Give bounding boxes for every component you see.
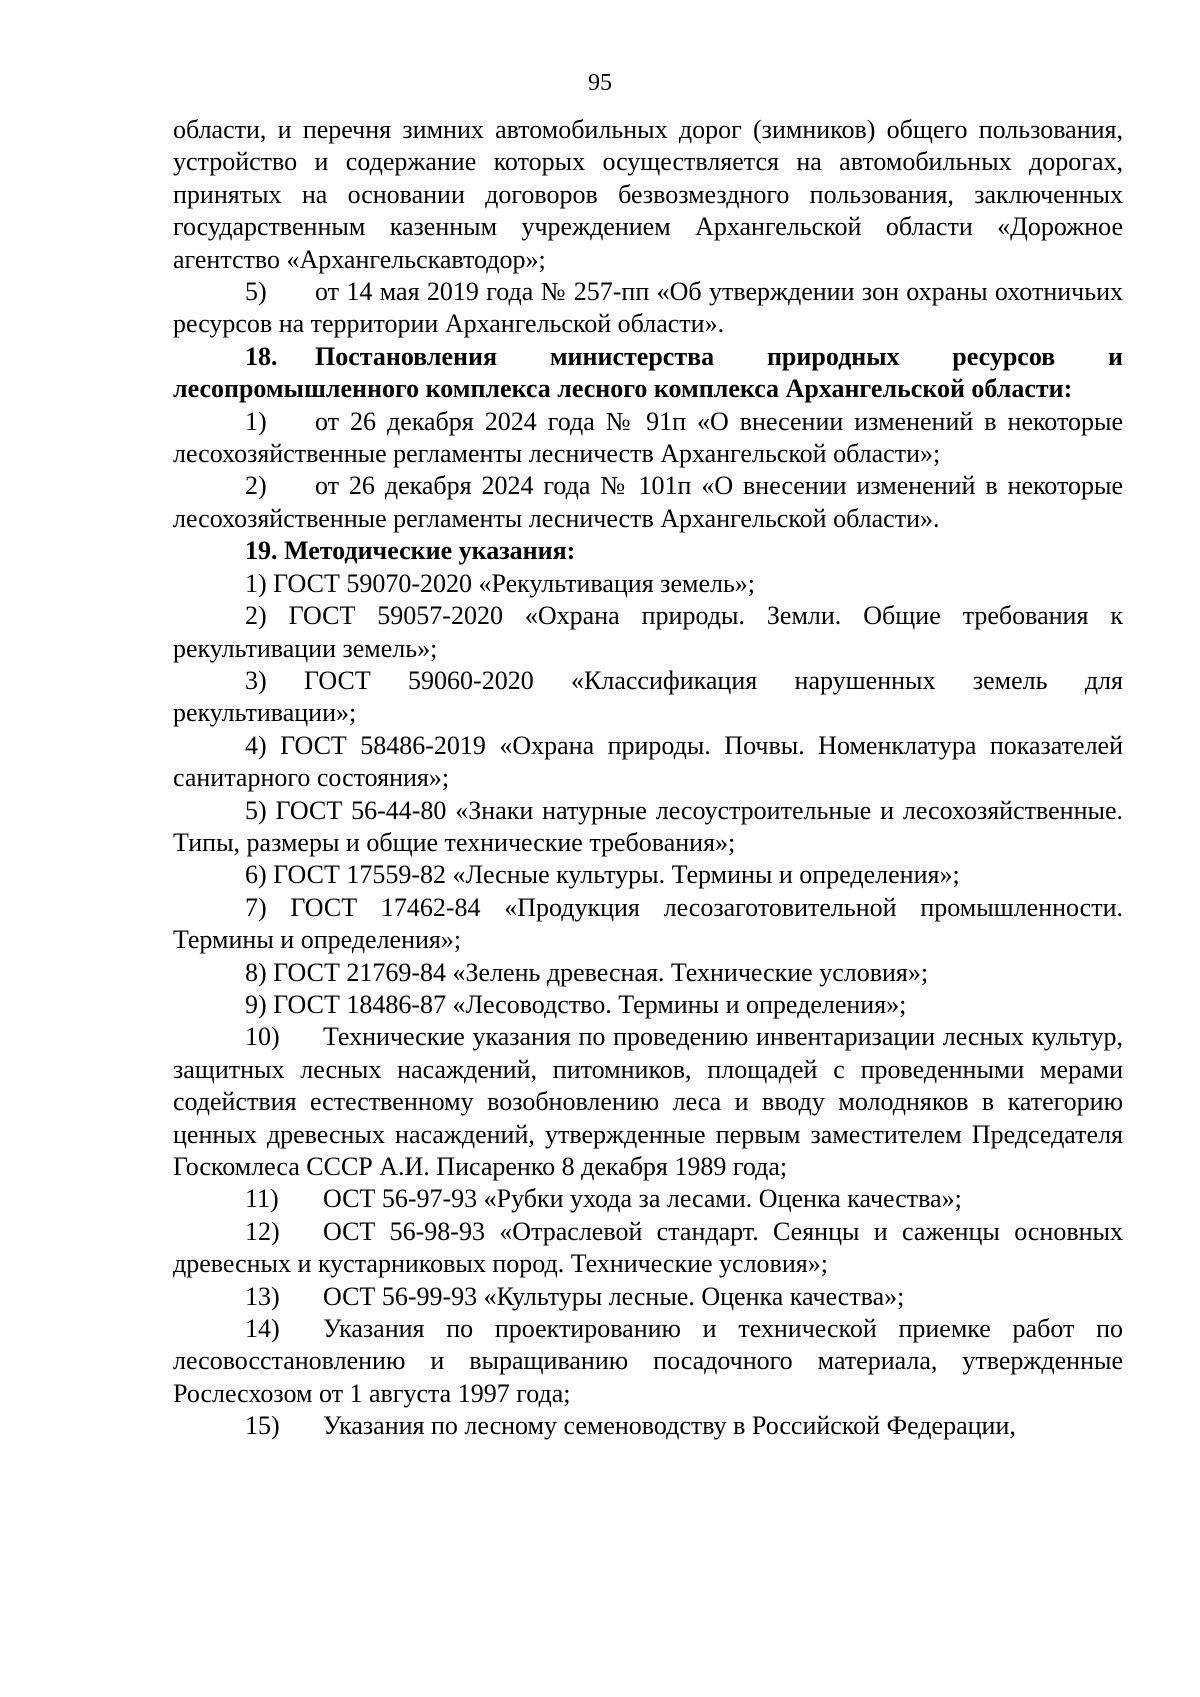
list-item-number: 10) — [245, 1022, 280, 1052]
list-item-number: 1) — [245, 406, 267, 436]
list-item — [173, 1410, 1123, 1442]
list-item — [173, 1183, 1123, 1215]
list-item-text: от 26 декабря 2024 года № 101п «О внесении изменений в некоторые лесохозяйственные регламенты лесничеств Архангельской области». — [173, 471, 1123, 533]
list-item-text: Указания по проектированию и технической приемке работ по лесовосстановлению и выращиванию посадочного материала, утвержденные Рослесхозом от 1 августа 1997 года; — [173, 1314, 1123, 1408]
list-item-text: от 26 декабря 2024 года № 91п «О внесении изменений в некоторые лесохозяйственные регламенты лесничеств Архангельской области»; — [173, 406, 1123, 469]
list-item-number: 12) — [245, 1216, 280, 1246]
list-item — [173, 1216, 1123, 1281]
section-heading-19: 19. Методические указания: — [245, 536, 576, 566]
list-item-number: 2) — [245, 471, 267, 501]
list-item — [173, 276, 1123, 341]
list-item: 9) ГОСТ 18486-87 «Лесоводство. Термины и определения»; — [245, 989, 907, 1019]
list-item — [173, 1281, 1123, 1313]
list-item: 2) ГОСТ 59057-2020 «Охрана природы. Земли. Общие требования к рекультивации земель»; — [173, 601, 1123, 663]
section-number: 18. — [245, 341, 278, 371]
list-item — [173, 406, 1123, 471]
list-item-text: ОСТ 56-98-93 «Отраслевой стандарт. Сеянцы и саженцы основных древесных и кустарниковых пород. Технические условия»; — [173, 1216, 1123, 1279]
list-item — [173, 470, 1123, 535]
page-number: 95 — [588, 70, 612, 96]
list-item: 4) ГОСТ 58486-2019 «Охрана природы. Почвы. Номенклатура показателей санитарного состояния»; — [173, 730, 1123, 793]
list-item: 3) ГОСТ 59060-2020 «Классификация нарушенных земель для рекультивации»; — [173, 665, 1123, 728]
list-item — [173, 1021, 1123, 1183]
section-heading-18 — [173, 341, 1123, 406]
list-item-number: 5) — [245, 277, 267, 307]
list-item-text: ОСТ 56-99-93 «Культуры лесные. Оценка качества»; — [323, 1281, 905, 1311]
list-item-number: 15) — [245, 1411, 280, 1441]
list-item-number: 13) — [245, 1281, 280, 1311]
list-item-number: 14) — [245, 1314, 280, 1344]
list-item — [173, 1313, 1123, 1410]
list-item-number: 11) — [245, 1184, 279, 1214]
list-item: 6) ГОСТ 17559-82 «Лесные культуры. Термины и определения»; — [245, 860, 960, 890]
list-item: 8) ГОСТ 21769-84 «Зелень древесная. Технические условия»; — [245, 957, 929, 987]
section-title: Постановления министерства природных ресурсов и лесопромышленного комплекса лесного комплекса Архангельской области: — [173, 341, 1123, 404]
document-body — [173, 114, 1123, 1443]
list-item-text: от 14 мая 2019 года № 257-пп «Об утверждении зон охраны охотничьих ресурсов на территории Архангельской области». — [173, 277, 1123, 339]
list-item-text: ОСТ 56-97-93 «Рубки ухода за лесами. Оценка качества»; — [323, 1184, 962, 1214]
list-item-text: Технические указания по проведению инвентаризации лесных культур, защитных лесных насаждений, питомников, площадей с проведенными мерами содействия естественному возобновлению леса и вводу молодняков в категорию ценных древесных насаждений, утвержденные первым заместителем Председателя Госкомлеса СССР А.И. Писаренко 8 декабря 1989 года; — [173, 1022, 1123, 1181]
list-item: 7) ГОСТ 17462-84 «Продукция лесозаготовительной промышленности. Термины и определения»; — [173, 892, 1123, 955]
list-item-text: Указания по лесному семеноводству в Российской Федерации, — [323, 1411, 1016, 1441]
paragraph: области, и перечня зимних автомобильных дорог (зимников) общего пользования, устройство и содержание которых осуществляется на автомобильных дорогах, принятых на основании договоров безвозмездного пользования, заключенных государственным казенным учреждением Архангельской области «Дорожное агентство «Архангельскавтодор»; — [173, 115, 1123, 274]
list-item: 5) ГОСТ 56-44-80 «Знаки натурные лесоустроительные и лесохозяйственные. Типы, размеры и общие технические требования»; — [173, 795, 1123, 857]
list-item: 1) ГОСТ 59070-2020 «Рекультивация земель»; — [245, 568, 756, 598]
